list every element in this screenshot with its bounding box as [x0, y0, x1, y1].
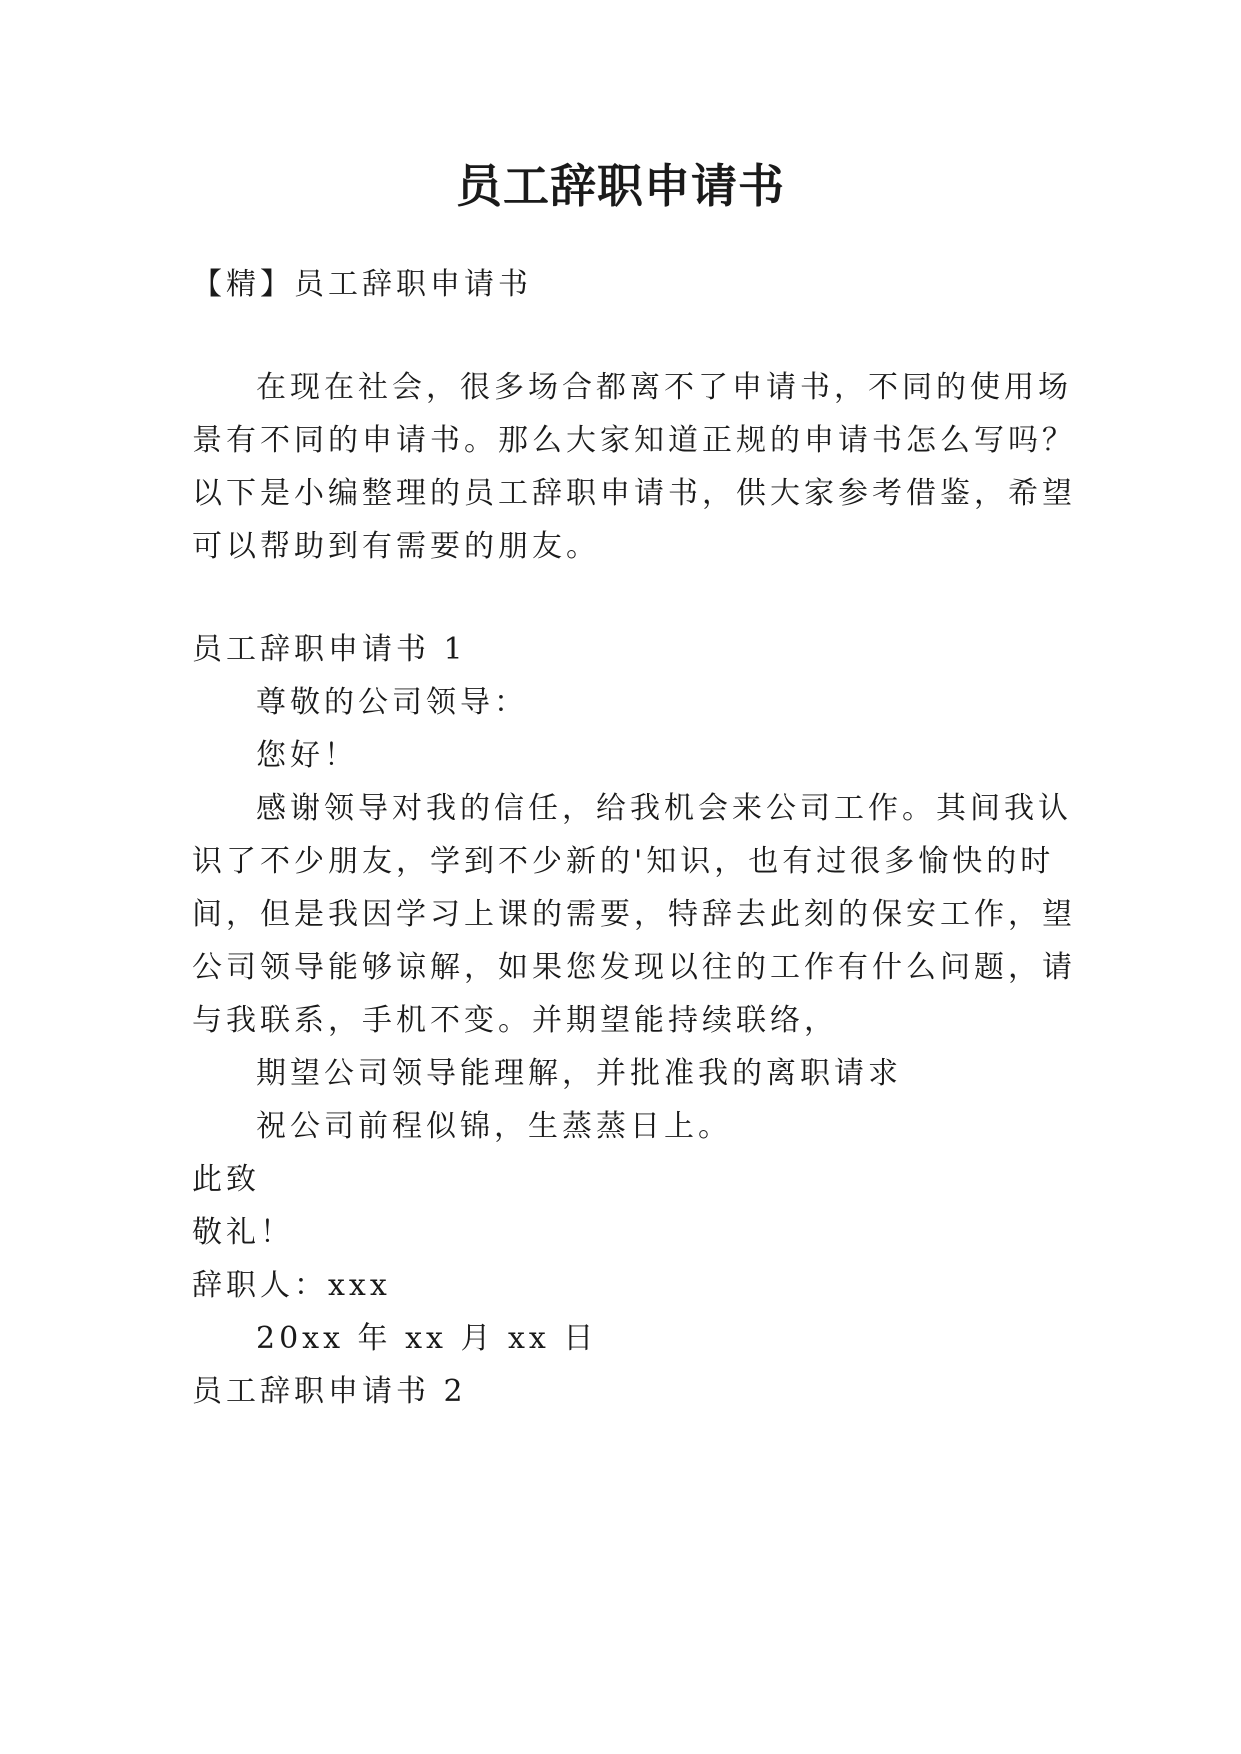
greeting: 您好！: [256, 738, 358, 773]
section-heading-2: 员工辞职申请书 2: [192, 1374, 467, 1409]
signer-line: 辞职人：xxx: [192, 1268, 391, 1303]
body-line-5: 与我联系，手机不变。并期望能持续联络，: [192, 1003, 838, 1038]
date-line: 20xx 年 xx 月 xx 日: [256, 1321, 598, 1356]
intro-line-2: 景有不同的申请书。那么大家知道正规的申请书怎么写吗？: [192, 423, 1076, 458]
closing-line-1: 此致: [192, 1162, 260, 1197]
wish-line: 祝公司前程似锦，生蒸蒸日上。: [256, 1109, 732, 1144]
intro-line-4: 可以帮助到有需要的朋友。: [192, 529, 600, 564]
body-line-1: 感谢领导对我的信任，给我机会来公司工作。其间我认: [256, 791, 1072, 826]
intro-line-1: 在现在社会，很多场合都离不了申请书，不同的使用场: [256, 370, 1072, 405]
hope-line: 期望公司领导能理解，并批准我的离职请求: [256, 1056, 902, 1091]
section-heading-1: 员工辞职申请书 1: [192, 632, 467, 667]
salutation: 尊敬的公司领导：: [256, 685, 528, 720]
document-subtitle: 【精】员工辞职申请书: [192, 267, 532, 302]
closing-line-2: 敬礼！: [192, 1215, 294, 1250]
body-line-2: 识了不少朋友，学到不少新的'知识，也有过很多愉快的时: [192, 844, 1055, 879]
intro-line-3: 以下是小编整理的员工辞职申请书，供大家参考借鉴，希望: [192, 476, 1076, 511]
document-title: 员工辞职申请书: [456, 159, 785, 213]
body-line-3: 间，但是我因学习上课的需要，特辞去此刻的保安工作，望: [192, 897, 1076, 932]
body-line-4: 公司领导能够谅解，如果您发现以往的工作有什么问题，请: [192, 950, 1076, 985]
